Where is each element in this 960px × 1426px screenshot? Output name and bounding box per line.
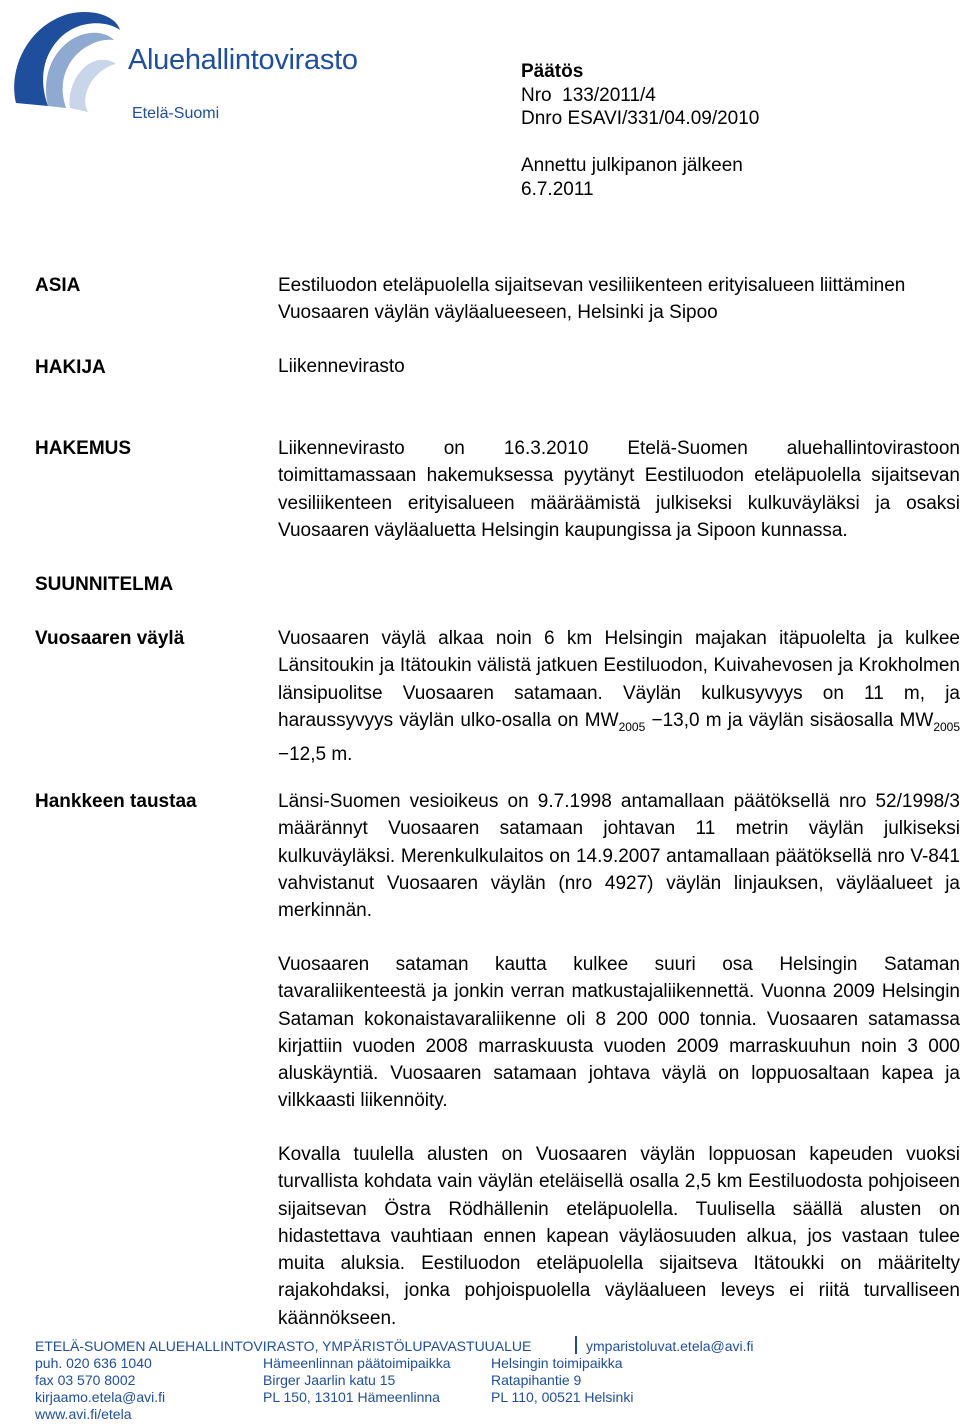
footer-registry-email[interactable]: kirjaamo.etela@avi.fi <box>35 1389 166 1405</box>
avi-logo-mark-icon <box>8 8 128 118</box>
vayla-mw: MW <box>899 709 934 731</box>
diary-number: Dnro ESAVI/331/04.09/2010 <box>521 108 760 129</box>
label-vuosaaren-vayla: Vuosaaren väylä <box>35 628 185 649</box>
footer-hameenlinna-street: Birger Jaarlin katu 15 <box>263 1372 396 1388</box>
hankkeen-taustaa-p3: Kovalla tuulella alusten on Vuosaaren väylän loppuosan kapeuden vuoksi turvallista kohdata vain väylän eteläisellä osalla 2,5 km Eestiluodosta pohjoiseen sijaitsevan Östra Rödhällenin eteläpuolella. Tuulisella säällä alusten on hidastettava vauhtiaan ennen kapean väyläosuuden alkua, jos vastaan tulee muita aluksia. Eestiluodon eteläpuolella sijaitseva Itätoukki on määritelty rajakohdaksi, jonka pohjoispuolella väyläalueen leveys ei riitä turvalliseen käännökseen. <box>278 1144 960 1329</box>
vuosaaren-vayla-block <box>278 625 960 768</box>
footer-fax: fax 03 570 8002 <box>35 1372 136 1388</box>
hankkeen-taustaa-p2-block <box>278 951 960 1115</box>
footer-helsinki-column <box>491 1355 633 1406</box>
decision-title: Päätös <box>521 61 584 82</box>
hankkeen-taustaa-p2: Vuosaaren sataman kautta kulkee suuri osa Helsingin Sataman tavaraliikenteestä ja jonkin verran matkustajaliikennettä. Vuonna 2009 Helsingin Sataman kokonaistavaraliikenne oli 8 200 000 tonnia. Vuosaaren satamassa kirjattiin vuoden 2008 marraskuusta vuoden 2009 marraskuuhun noin 3 000 aluskäyntiä. Vuosaaren satamaan johtava väylä on loppuosaltaan kapea ja vilkkaasti liikennöity. <box>278 954 960 1112</box>
vuosaaren-vayla-text <box>278 625 960 768</box>
footer-contact-column <box>35 1355 165 1423</box>
hakija-text: Liikennevirasto <box>278 356 405 377</box>
footer-org: ETELÄ-SUOMEN ALUEHALLINTOVIRASTO, YMPÄRISTÖLUPAVASTUUALUE <box>35 1338 532 1354</box>
decision-number: Nro 133/2011/4 <box>521 84 656 106</box>
vayla-sub-2: 2005 <box>933 719 960 734</box>
footer-hameenlinna-po: PL 150, 13101 Hämeenlinna <box>263 1389 440 1405</box>
hankkeen-taustaa-p1: Länsi-Suomen vesioikeus on 9.7.1998 antamallaan päätöksellä nro 52/1998/3 määrännyt Vuosaaren satamaan johtavan 11 metrin väylän julkiseksi kulkuväyläksi. Merenkulkulaitos on 14.9.2007 antamallaan päätöksellä nro V-841 vahvistanut Vuosaaren väylän (nro 4927) väylän linjauksen, väyläalueet ja merkinnän. <box>278 791 960 922</box>
label-suunnitelma: SUUNNITELMA <box>35 574 174 595</box>
footer-phone: puh. 020 636 1040 <box>35 1355 152 1371</box>
logo-wordmark: Aluehallintovirasto <box>128 44 358 76</box>
label-hakemus: HAKEMUS <box>35 438 132 459</box>
footer-helsinki-title: Helsingin toimipaikka <box>491 1355 623 1371</box>
hakemus-text: Liikennevirasto on 16.3.2010 Etelä-Suomen aluehallintovirastoon toimittamassaan hakemuksessa pyytänyt Eestiluodon eteläpuolella sijaitsevan vesiliikenteen erityisalueen määräämistä julkiseksi kulkuväyläksi ja osaksi Vuosaaren väyläaluetta Helsingin kaupungissa ja Sipoon kunnassa. <box>278 438 960 541</box>
vayla-text-end: −12,5 m. <box>278 743 353 765</box>
label-hakija: HAKIJA <box>35 357 106 378</box>
hankkeen-taustaa-p3-block <box>278 1141 960 1332</box>
label-hankkeen-taustaa: Hankkeen taustaa <box>35 791 197 812</box>
footer-email[interactable]: ymparistoluvat.etela@avi.fi <box>586 1338 754 1354</box>
footer-website[interactable]: www.avi.fi/etela <box>35 1406 132 1422</box>
hakemus-block <box>278 435 960 544</box>
footer-separator <box>575 1336 577 1354</box>
footer-helsinki-street: Ratapihantie 9 <box>491 1372 582 1388</box>
issued-date: 6.7.2011 <box>521 178 594 200</box>
vayla-text-mid: −13,0 m ja väylän sisäosalla <box>645 709 894 731</box>
vayla-text-main: Vuosaaren väylä alkaa noin 6 km Helsingin majakan itäpuolelta ja kulkee Länsitoukin ja Itätoukin välistä jatkuen Eestiluodon, Kuivahevosen ja Krokholmen länsipuolitse Vuosaaren satamaan. Väylän kulkusyvyys on 11 m, ja haraussyvyys väylän ulko-osalla on MW <box>278 628 960 731</box>
vayla-sub-1: 2005 <box>618 719 646 734</box>
asia-text <box>278 272 960 327</box>
footer-hameenlinna-column <box>263 1355 451 1406</box>
hankkeen-taustaa-p1-block <box>278 788 960 924</box>
asia-line-2: Vuosaaren väylän väyläalueeseen, Helsinki ja Sipoo <box>278 302 718 324</box>
footer-helsinki-po: PL 110, 00521 Helsinki <box>491 1389 634 1405</box>
asia-line-1: Eestiluodon eteläpuolella sijaitsevan vesiliikenteen erityisalueen liittäminen <box>278 275 906 296</box>
footer-hameenlinna-title: Hämeenlinnan päätoimipaikka <box>263 1355 451 1371</box>
label-asia: ASIA <box>35 275 81 296</box>
logo-region: Etelä-Suomi <box>132 105 220 122</box>
issued-label: Annettu julkipanon jälkeen <box>521 155 743 176</box>
